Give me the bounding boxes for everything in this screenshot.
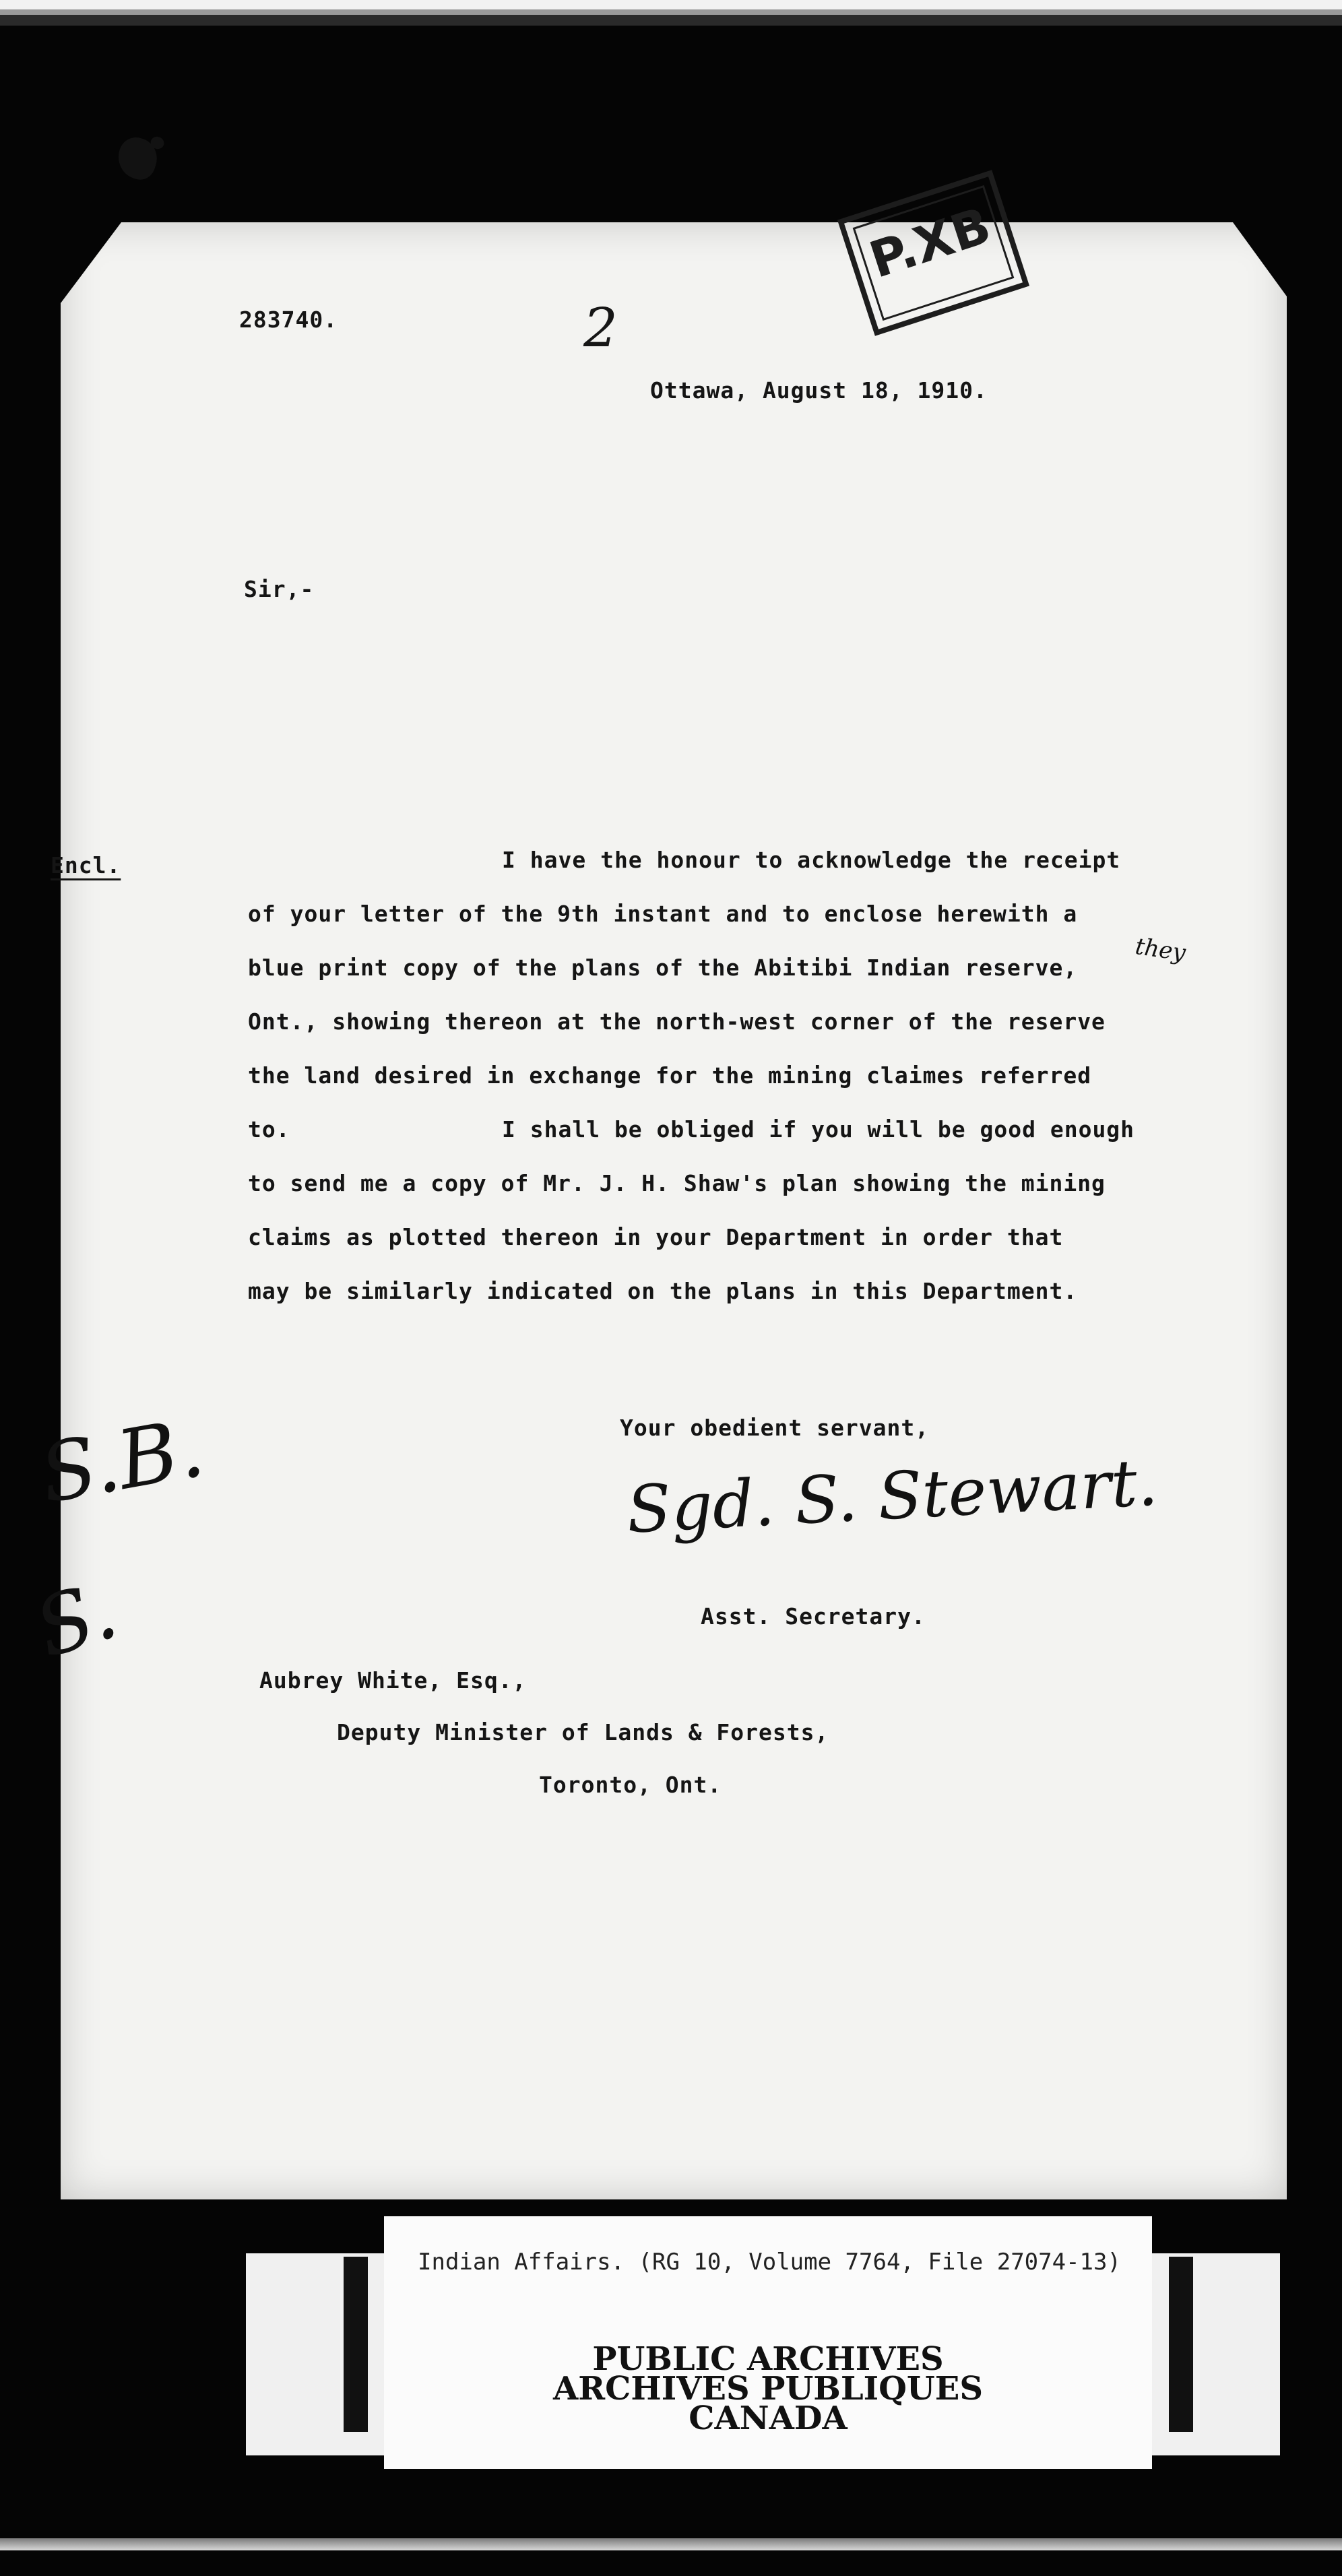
body-line-5: the land desired in exchange for the mining claimes referred	[248, 1062, 1092, 1089]
body-line-8: to send me a copy of Mr. J. H. Shaw's plan showing the mining	[248, 1170, 1106, 1196]
file-number: 283740.	[239, 307, 338, 333]
archive-reference: Indian Affairs. (RG 10, Volume 7764, File 27074-13)	[418, 2249, 1121, 2276]
body-line-9: claims as plotted thereon in your Department in order that	[248, 1224, 1064, 1250]
body-line-10: may be similarly indicated on the plans in this Department.	[248, 1278, 1078, 1304]
addressee-location: Toronto, Ont.	[539, 1772, 722, 1798]
body-line-1: I have the honour to acknowledge the receipt	[502, 847, 1121, 873]
addressee-title: Deputy Minister of Lands & Forests,	[337, 1719, 829, 1745]
page-corner-top-left	[61, 222, 121, 303]
ink-blot	[113, 133, 162, 184]
body-line-6: to.	[248, 1116, 290, 1142]
body-line-7: I shall be obliged if you will be good enough	[502, 1116, 1135, 1142]
initials-s: S.	[24, 1563, 128, 1677]
dateline: Ottawa, August 18, 1910.	[650, 377, 988, 404]
label-slot-right	[1169, 2257, 1193, 2432]
pencil-mark: 2	[583, 296, 618, 359]
page-corner-top-right	[1233, 222, 1287, 296]
archives-country: CANADA	[689, 2400, 848, 2437]
signature: Sgd. S. Stewart.	[625, 1444, 1160, 1548]
handwritten-insert: they	[1133, 932, 1188, 967]
body-line-3: blue print copy of the plans of the Abitibi Indian reserve,	[248, 955, 1078, 981]
initials-sb: S.B.	[33, 1401, 211, 1522]
archives-english: PUBLIC ARCHIVES	[592, 2340, 944, 2378]
body-line-2: of your letter of the 9th instant and to enclose herewith a	[248, 901, 1078, 927]
file-stamp-text: P.XB	[862, 196, 998, 290]
signatory-title: Asst. Secretary.	[701, 1603, 926, 1630]
scan-bottom-border	[0, 2538, 1342, 2550]
scan-top-border	[0, 0, 1342, 26]
label-slot-left	[344, 2257, 368, 2432]
letter-page	[61, 222, 1287, 2199]
salutation: Sir,-	[244, 576, 315, 602]
archives-french: ARCHIVES PUBLIQUES	[553, 2370, 983, 2408]
closing: Your obedient servant,	[620, 1415, 930, 1441]
addressee-name: Aubrey White, Esq.,	[259, 1667, 527, 1694]
body-line-4: Ont., showing thereon at the north-west corner of the reserve	[248, 1008, 1106, 1035]
enclosure-note: Encl.	[51, 852, 121, 878]
